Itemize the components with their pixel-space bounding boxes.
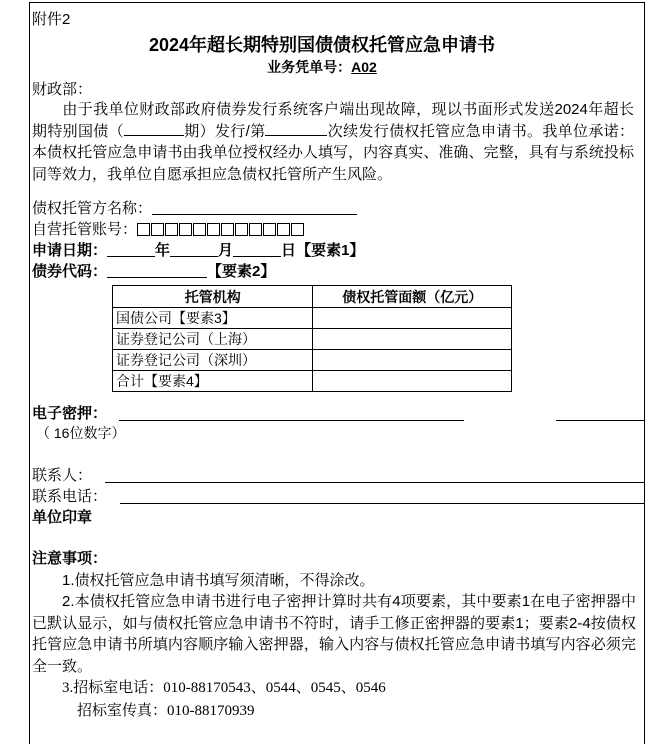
date-year-unit: 年 (155, 242, 171, 259)
note-item-3-text: 3.招标室电话：010-88170543、0544、0545、0546 (62, 680, 386, 696)
table-row (113, 350, 512, 371)
field-apply-date (32, 240, 634, 261)
account-digit-box[interactable] (207, 223, 220, 236)
table-row (113, 371, 512, 392)
note-item-3-sub (32, 700, 636, 723)
column-header-amount: 债权托管面额（亿元） (313, 286, 512, 308)
bond-code-label: 债券代码： (32, 263, 108, 280)
table-row (113, 308, 512, 329)
electronic-seal-row (32, 403, 644, 424)
note-item-1 (32, 570, 636, 592)
cell-organization: 证券登记公司（上海） (113, 329, 313, 350)
cell-amount[interactable] (313, 371, 512, 392)
account-digit-box[interactable] (193, 223, 206, 236)
voucher-number-value: A02 (351, 59, 377, 75)
electronic-seal-note: （ 16位数字） (36, 425, 126, 441)
electronic-seal-input-right[interactable] (556, 420, 644, 421)
electronic-seal-block (32, 403, 644, 441)
form-fields (32, 198, 634, 282)
contact-phone-input[interactable] (120, 503, 644, 504)
voucher-number-line (32, 57, 612, 77)
body-text-part3: 次续发行债权托管应急申请书。我单位承诺：本债权托管应急申请书由我单位授权经办人填写，内容真实、准确、完整，具有与系统投标同等效力，我单位自愿承担应急债权托管所产生风险。 (32, 122, 634, 183)
apply-date-year-input[interactable] (107, 242, 155, 257)
contact-person-input[interactable] (105, 482, 644, 483)
account-digit-box[interactable] (235, 223, 248, 236)
cell-amount[interactable] (313, 329, 512, 350)
account-digit-box[interactable] (249, 223, 262, 236)
attachment-label: 附件2 (32, 11, 71, 28)
salutation: 财政部： (32, 81, 93, 98)
apply-date-day-input[interactable] (233, 242, 281, 257)
account-digit-box[interactable] (263, 223, 276, 236)
apply-date-label: 申请日期： (32, 242, 108, 259)
note-item-3-sub-text: 招标室传真：010-88170939 (77, 702, 255, 719)
account-digit-box[interactable] (179, 223, 192, 236)
electronic-seal-label: 电子密押： (32, 405, 108, 422)
contact-person-label: 联系人： (32, 467, 93, 484)
contact-block (32, 465, 644, 526)
company-stamp-label: 单位印章 (32, 509, 93, 526)
page-border-right (644, 2, 645, 744)
self-account-boxes[interactable] (137, 221, 305, 242)
issue-period-blank[interactable] (124, 135, 184, 136)
custodian-name-input[interactable] (152, 200, 357, 215)
custodian-name-label: 债权托管方名称： (32, 200, 153, 217)
notes-title: 注意事项： (32, 550, 108, 567)
apply-date-month-input[interactable] (170, 242, 218, 257)
document-content (32, 0, 644, 744)
voucher-number-label: 业务凭单号： (267, 59, 352, 75)
account-digit-box[interactable] (291, 223, 304, 236)
page-title: 2024年超长期特别国债债权托管应急申请书 (148, 35, 496, 55)
reissue-count-blank[interactable] (265, 135, 327, 136)
table-body (113, 308, 512, 392)
apply-date-element-tag: 【要素1】 (296, 242, 365, 259)
electronic-seal-input-left[interactable] (119, 420, 464, 421)
cell-organization: 合计【要素4】 (113, 371, 313, 392)
cell-organization: 国债公司【要素3】 (113, 308, 313, 329)
contact-person-row (32, 465, 644, 486)
body-paragraph (32, 99, 634, 185)
table-row (113, 329, 512, 350)
notes-section (32, 548, 636, 722)
note-item-2 (32, 591, 636, 677)
account-digit-box[interactable] (221, 223, 234, 236)
column-header-organization: 托管机构 (113, 286, 313, 308)
account-digit-box[interactable] (151, 223, 164, 236)
account-digit-box[interactable] (165, 223, 178, 236)
self-account-label: 自营托管账号： (32, 221, 138, 238)
bond-code-element-tag: 【要素2】 (207, 263, 276, 280)
note-item-3 (32, 677, 636, 700)
page-border-left (29, 2, 30, 744)
note-item-1-text: 1.债权托管应急申请书填写须清晰，不得涂改。 (62, 571, 375, 589)
bond-code-input[interactable] (107, 263, 207, 278)
field-custodian-name (32, 198, 634, 219)
custody-allocation-table (112, 285, 512, 392)
cell-amount[interactable] (313, 350, 512, 371)
cell-organization: 证券登记公司（深圳） (113, 350, 313, 371)
note-item-2-text: 2.本债权托管应急申请书进行电子密押计算时共有4项要素，其中要素1在电子密押器中已默认显示，如与债权托管应急申请书不符时，请手工修正密押器的要素1；要素2-4按债权托管应急申请书所填内容顺序输入密押器，输入内容与债权托管应急申请书填写内容必须完全一致。 (32, 593, 636, 675)
account-digit-box[interactable] (277, 223, 290, 236)
contact-phone-row (32, 486, 644, 507)
date-day-unit: 日 (281, 242, 297, 259)
table-header-row (113, 286, 512, 308)
body-text-part2: 期）发行/第 (183, 122, 266, 140)
body-text-part1: 由于我单位财政部政府债券发行系统客户端出现故障，现以书面形式发送2024年超长期特别国债（ (32, 101, 634, 140)
field-self-account (32, 219, 634, 240)
account-digit-box[interactable] (137, 223, 150, 236)
field-bond-code (32, 261, 634, 282)
date-month-unit: 月 (218, 242, 234, 259)
contact-phone-label: 联系电话： (32, 488, 108, 505)
cell-amount[interactable] (313, 308, 512, 329)
